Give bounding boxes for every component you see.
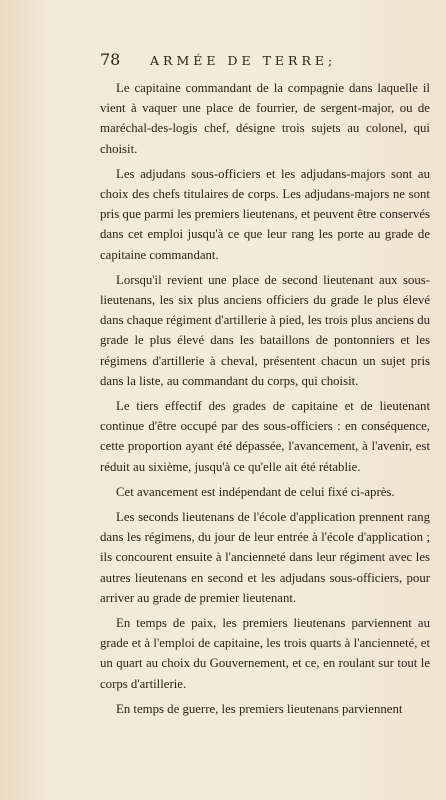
- paragraph: En temps de paix, les premiers lieutenans parviennent au grade et à l'emploi de capitaine, les trois quarts à l'ancienneté, et un quart au choix du Gouvernement, et ce, en roulant sur tout le corps d'artillerie.: [100, 616, 430, 691]
- paragraph: En temps de guerre, les premiers lieutenans parviennent: [116, 701, 403, 716]
- paragraph: Lorsqu'il revient une place de second lieutenant aux sous-lieutenans, les six plus anciens officiers du grade le plus élevé dans chaque régiment d'artillerie à pied, les trois plus anciens du grade le plus élevé dans les bataillons de pontonniers et les régimens d'artillerie à cheval, présentent chacun un sujet pris dans la liste, au commandant du corps, qui choisit.: [100, 272, 430, 388]
- paragraph: Les adjudans sous-officiers et les adjudans-majors sont au choix des chefs titulaires de corps. Les adjudans-majors ne sont pris que parmi les premiers lieutenans, et peuvent être conservés dans cet emploi jusqu'à ce que leur rang les porte au grade de capitaine commandant.: [100, 166, 430, 262]
- paragraph: Le capitaine commandant de la compagnie dans laquelle il vient à vaquer une place de fourrier, de sergent-major, ou de maréchal-des-logis chef, désigne trois sujets au colonel, qui choisit.: [100, 81, 430, 156]
- paragraph: Les seconds lieutenans de l'école d'application prennent rang dans les régimens, du jour de leur entrée à l'école d'application ; ils concourent ensuite à l'ancienneté dans leur régiment avec les autres lieutenans en second et les adjudans sous-officiers, pour arriver au grade de premier lieutenant.: [100, 510, 430, 605]
- running-title: ARMÉE DE TERRE;: [150, 53, 337, 68]
- paragraph: Le tiers effectif des grades de capitaine et de lieutenant continue d'être occupé par des sous-officiers : en conséquence, cette proportion ayant été dépassée, l'avancement, à l'avenir, est réduit au sixième, jusqu'à ce qu'elle ait été rétablie.: [100, 399, 430, 474]
- page-number: 78: [100, 50, 121, 69]
- page-header: [100, 50, 430, 69]
- paragraph: Cet avancement est indépendant de celui fixé ci-après.: [116, 484, 395, 499]
- body-text: [100, 78, 430, 724]
